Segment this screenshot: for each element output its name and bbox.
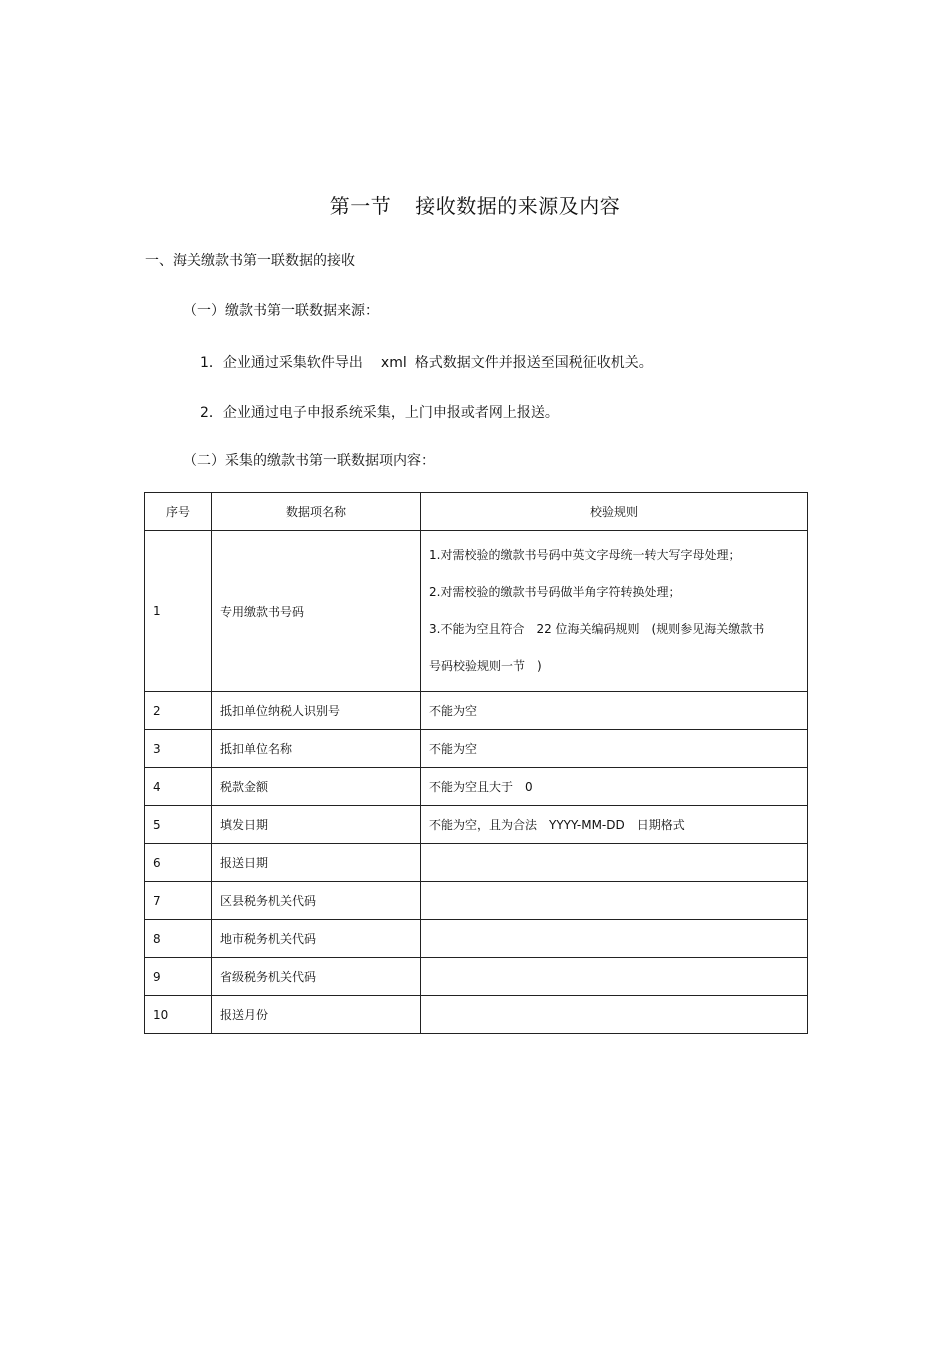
subsection-heading-1: （一）缴款书第一联数据来源：	[183, 303, 379, 319]
table-row	[145, 958, 808, 996]
cell-item-name: 报送日期	[212, 844, 421, 882]
list-item-1-format: xml	[380, 355, 407, 371]
table-row	[145, 531, 808, 692]
cell-no: 8	[145, 920, 212, 958]
rule-line: 1.对需校验的缴款书号码中英文字母统一转大写字母处理；	[429, 548, 741, 562]
cell-item-name: 税款金额	[212, 768, 421, 806]
cell-item-name: 抵扣单位名称	[212, 730, 421, 768]
cell-rules: 不能为空且大于 0	[421, 768, 808, 806]
cell-rules: 不能为空，且为合法 YYYY-MM-DD 日期格式	[421, 806, 808, 844]
table-row	[145, 882, 808, 920]
table-header-row	[145, 493, 808, 531]
cell-no: 2	[145, 692, 212, 730]
cell-no: 1	[145, 531, 212, 692]
cell-item-name: 地市税务机关代码	[212, 920, 421, 958]
header-rules: 校验规则	[421, 493, 808, 531]
table-row	[145, 920, 808, 958]
list-item-2: 2．企业通过电子申报系统采集，上门申报或者网上报送。	[200, 405, 559, 421]
cell-no: 10	[145, 996, 212, 1034]
table-row	[145, 768, 808, 806]
cell-no: 3	[145, 730, 212, 768]
title-text: 接收数据的来源及内容	[415, 194, 621, 218]
rule-line: 3.不能为空且符合 22 位海关编码规则 (规则参见海关缴款书	[429, 622, 765, 636]
cell-rules: 不能为空	[421, 730, 808, 768]
header-item-name: 数据项名称	[212, 493, 421, 531]
cell-item-name: 抵扣单位纳税人识别号	[212, 692, 421, 730]
rule-line: 2.对需校验的缴款书号码做半角字符转换处理；	[429, 585, 681, 599]
subsection-heading-2: （二）采集的缴款书第一联数据项内容：	[183, 453, 435, 469]
cell-rules: 不能为空	[421, 692, 808, 730]
page-title	[0, 190, 950, 219]
header-no: 序号	[145, 493, 212, 531]
cell-rules	[421, 996, 808, 1034]
list-item-1-suffix: 格式数据文件并报送至国税征收机关。	[414, 355, 653, 371]
cell-no: 9	[145, 958, 212, 996]
cell-rules	[421, 958, 808, 996]
list-item-1	[200, 352, 653, 372]
cell-item-name: 区县税务机关代码	[212, 882, 421, 920]
rule-line: 号码校验规则一节 )	[429, 659, 542, 673]
cell-item-name: 省级税务机关代码	[212, 958, 421, 996]
cell-rules	[421, 920, 808, 958]
cell-rules	[421, 844, 808, 882]
section-heading: 一、海关缴款书第一联数据的接收	[145, 253, 355, 269]
cell-item-name: 专用缴款书号码	[212, 531, 421, 692]
data-items-table	[144, 492, 808, 1034]
cell-no: 6	[145, 844, 212, 882]
cell-no: 7	[145, 882, 212, 920]
table-row	[145, 692, 808, 730]
cell-item-name: 报送月份	[212, 996, 421, 1034]
table-row	[145, 730, 808, 768]
title-section-number: 第一节	[329, 194, 392, 218]
table-row	[145, 806, 808, 844]
list-item-1-prefix: 1．企业通过采集软件导出	[200, 355, 363, 371]
cell-rules	[421, 882, 808, 920]
table-row	[145, 996, 808, 1034]
cell-rules	[421, 531, 808, 692]
cell-no: 5	[145, 806, 212, 844]
cell-item-name: 填发日期	[212, 806, 421, 844]
table-row	[145, 844, 808, 882]
cell-no: 4	[145, 768, 212, 806]
